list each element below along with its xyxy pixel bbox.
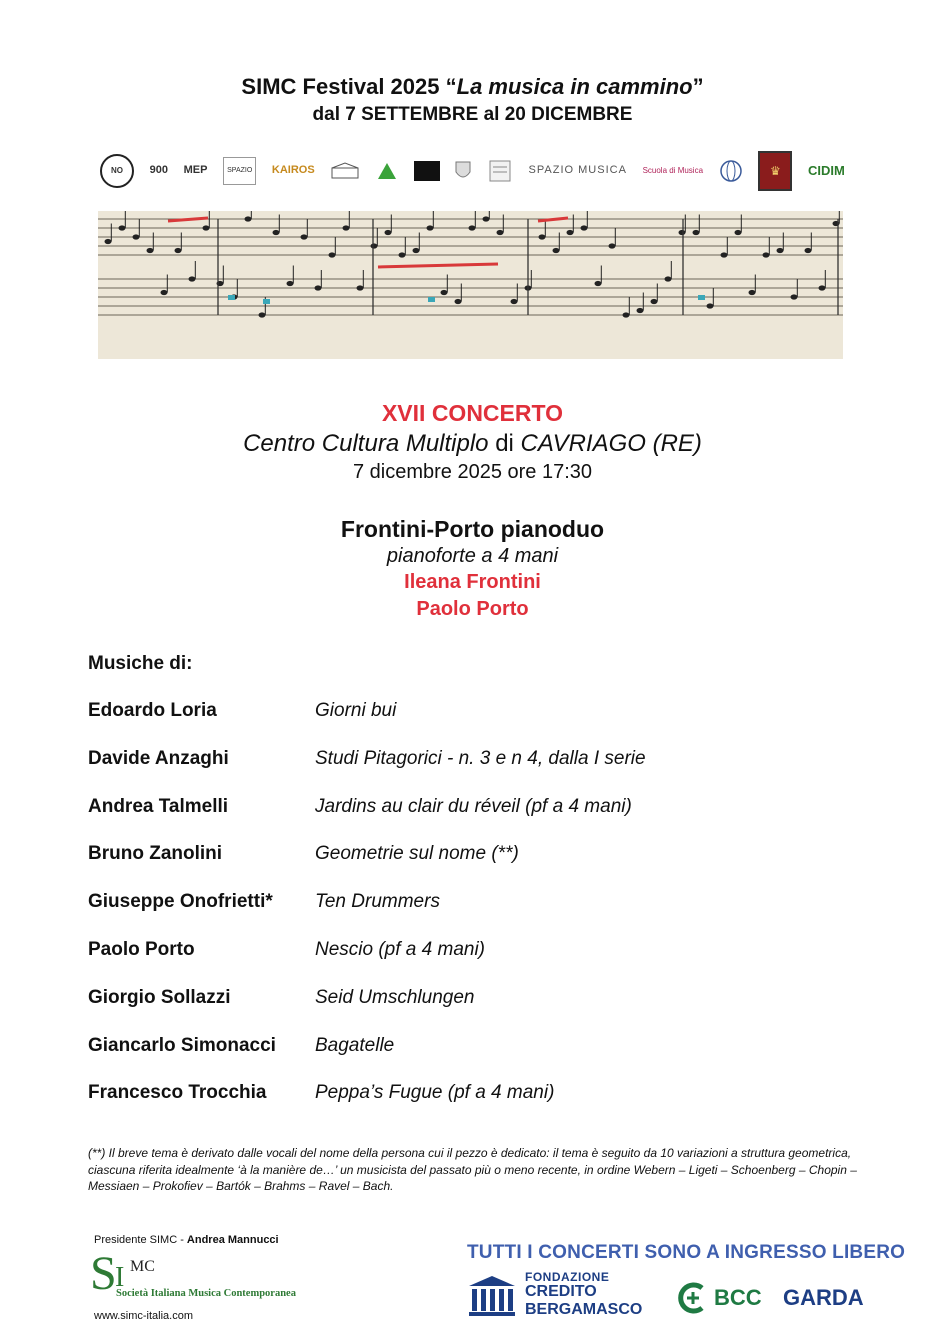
venue-name: Centro Cultura Multiplo [243, 430, 489, 457]
triangle-logo [376, 161, 398, 181]
note-head [357, 285, 364, 290]
note-head [721, 252, 728, 257]
simc-logo-i: I [115, 1262, 125, 1293]
red-annotation [168, 218, 208, 221]
president-credit [94, 1234, 279, 1246]
work-title: Studi Pitagorici - n. 3 e n 4, dalla I serie [315, 747, 646, 769]
president-name: Andrea Mannucci [186, 1234, 279, 1246]
note-head [203, 225, 210, 230]
scuola-logo: Scuola di Musica [642, 165, 704, 175]
building-logo [330, 162, 360, 180]
note-head [693, 230, 700, 235]
program-row [88, 939, 848, 987]
circle-logo: NO [100, 154, 134, 188]
note-head [301, 234, 308, 239]
work-title: Jardins au clair du réveil (pf a 4 mani) [315, 795, 632, 817]
garda-label: GARDA [783, 1285, 864, 1310]
work-title: Ten Drummers [315, 891, 440, 913]
cidim-label: CIDIM [807, 163, 845, 179]
note-head [371, 243, 378, 248]
note-head [175, 248, 182, 253]
teal-annotation [428, 297, 435, 302]
dark-logo [414, 161, 440, 181]
program-row [88, 748, 848, 796]
note-head [161, 290, 168, 295]
note-head [763, 252, 770, 257]
bcc-mark-icon [676, 1282, 710, 1314]
work-title: Nescio (pf a 4 mani) [315, 938, 486, 960]
note-head [567, 230, 574, 235]
note-head [553, 248, 560, 253]
composer-name: Davide Anzaghi [88, 747, 229, 769]
fondazione-credito-bergamasco-logo [467, 1270, 657, 1320]
globe-logo [719, 159, 743, 183]
note-head [511, 299, 518, 304]
note-head [483, 216, 490, 221]
note-head [287, 281, 294, 286]
program-row [88, 796, 848, 844]
note-head [679, 230, 686, 235]
900-logo: 900 [149, 164, 168, 177]
simc-logo [90, 1247, 320, 1306]
note-head [245, 216, 252, 221]
note-head [413, 248, 420, 253]
simc-logo-s: S [90, 1247, 117, 1300]
teal-annotation [228, 295, 235, 300]
note-head [105, 239, 112, 244]
composer-name: Andrea Talmelli [88, 795, 229, 817]
president-label: Presidente SIMC - [94, 1234, 187, 1246]
note-head [581, 225, 588, 230]
music-score-banner [98, 211, 843, 359]
note-head [497, 230, 504, 235]
simc-full-name: Società Italiana Musica Contemporanea [116, 1288, 296, 1299]
venue-place: CAVRIAGO (RE) [520, 430, 702, 457]
work-title: Giorni bui [315, 700, 397, 721]
note-head [735, 230, 742, 235]
mep-logo: MEP [183, 164, 208, 177]
teal-annotation [263, 299, 270, 304]
shield-logo [455, 160, 471, 182]
concert-number: XVII CONCERTO [381, 400, 564, 426]
cidim-logo [808, 164, 845, 178]
program-row [88, 843, 848, 891]
free-entry-notice: TUTTI I CONCERTI SONO A INGRESSO LIBERO [467, 1242, 906, 1263]
note-head [427, 225, 434, 230]
program-row [88, 1035, 848, 1083]
note-head [469, 225, 476, 230]
program-row [88, 891, 848, 939]
note-head [707, 303, 714, 308]
composer-name: Bruno Zanolini [88, 843, 223, 865]
composer-name: Giancarlo Simonacci [88, 1034, 276, 1056]
simc-logo-mc: MC [130, 1258, 155, 1275]
note-head [777, 248, 784, 253]
note-head [455, 299, 462, 304]
note-head [385, 230, 392, 235]
concert-venue [0, 430, 945, 458]
performer-name: Paolo Porto [416, 598, 529, 620]
venue-connector: di [488, 430, 521, 457]
work-title: Bagatelle [315, 1034, 395, 1056]
note-head [609, 243, 616, 248]
note-head [119, 225, 126, 230]
note-head [147, 248, 154, 253]
spazio-musica-logo: SPAZIO MUSICA [528, 164, 627, 177]
note-head [259, 312, 266, 317]
festival-title-suffix: ” [692, 74, 704, 99]
red-annotation [538, 218, 568, 221]
teal-annotation [698, 295, 705, 300]
note-head [133, 234, 140, 239]
program-list [88, 700, 848, 1130]
bank-building-icon [467, 1274, 517, 1318]
note-head [637, 308, 644, 313]
note-head [665, 276, 672, 281]
note-head [441, 290, 448, 295]
credito-label: CREDITO [525, 1283, 597, 1300]
festival-dates: dal 7 SETTEMBRE al 20 DICEMBRE [312, 104, 633, 125]
note-head [805, 248, 812, 253]
composer-name: Giorgio Sollazzi [88, 986, 231, 1008]
program-row [88, 700, 848, 748]
crest-logo: ♛ [758, 151, 792, 191]
note-head [189, 276, 196, 281]
bcc-label: BCC [714, 1285, 762, 1310]
festival-title-prefix: SIMC Festival 2025 “ [241, 74, 457, 99]
note-head [329, 252, 336, 257]
ensemble-name: Frontini-Porto pianoduo [340, 516, 605, 542]
program-heading: Musiche di: [88, 653, 193, 674]
performer-name: Ileana Frontini [404, 571, 541, 593]
work-title: Geometrie sul nome (**) [315, 843, 519, 865]
note-head [343, 225, 350, 230]
note-head [539, 234, 546, 239]
fondazione-label: FONDAZIONE [525, 1270, 610, 1284]
work-title: Peppa’s Fugue (pf a 4 mani) [315, 1082, 555, 1104]
partner-logos [100, 148, 845, 194]
composer-name: Francesco Trocchia [88, 1082, 267, 1104]
note-head [651, 299, 658, 304]
program-row [88, 987, 848, 1035]
instrumentation: pianoforte a 4 mani [386, 545, 559, 567]
composer-name: Giuseppe Onofrietti* [88, 891, 273, 913]
note-head [623, 312, 630, 317]
note-head [791, 294, 798, 299]
composer-name: Edoardo Loria [88, 700, 217, 721]
footnote: (**) Il breve tema è derivato dalle vocali del nome della persona cui il pezzo è dedicato: il tema è seguito da 10 variazioni a struttura geometrica, ciascuna riferita idealmente ‘à la manière de…’ un musicista del passato più o meno recente, in ordine Webern – Ligeti – Schoenberg – Chopin – Messiaen – Prokofiev – Bartók – Brahms – Ravel – Bach. [88, 1146, 857, 1193]
work-title: Seid Umschlungen [315, 986, 475, 1008]
composer-name: Paolo Porto [88, 938, 195, 960]
bcc-garda-logo [676, 1280, 871, 1316]
kairos-logo: KAIROS [271, 164, 315, 177]
note-head [315, 285, 322, 290]
note-head [273, 230, 280, 235]
red-annotation [378, 264, 498, 267]
festival-title-italic: La musica in cammino [456, 74, 693, 99]
document-logo [487, 158, 513, 184]
note-head [819, 285, 826, 290]
note-head [749, 290, 756, 295]
bergamasco-label: BERGAMASCO [525, 1301, 643, 1318]
website-link[interactable]: www.simc-italia.com [94, 1310, 194, 1322]
concert-datetime: 7 dicembre 2025 ore 17:30 [352, 461, 593, 483]
spazio-logo: SPAZIO [223, 157, 256, 185]
note-head [399, 252, 406, 257]
festival-title [0, 74, 945, 100]
note-head [595, 281, 602, 286]
program-row [88, 1082, 848, 1130]
music-score-illustration [98, 211, 843, 359]
